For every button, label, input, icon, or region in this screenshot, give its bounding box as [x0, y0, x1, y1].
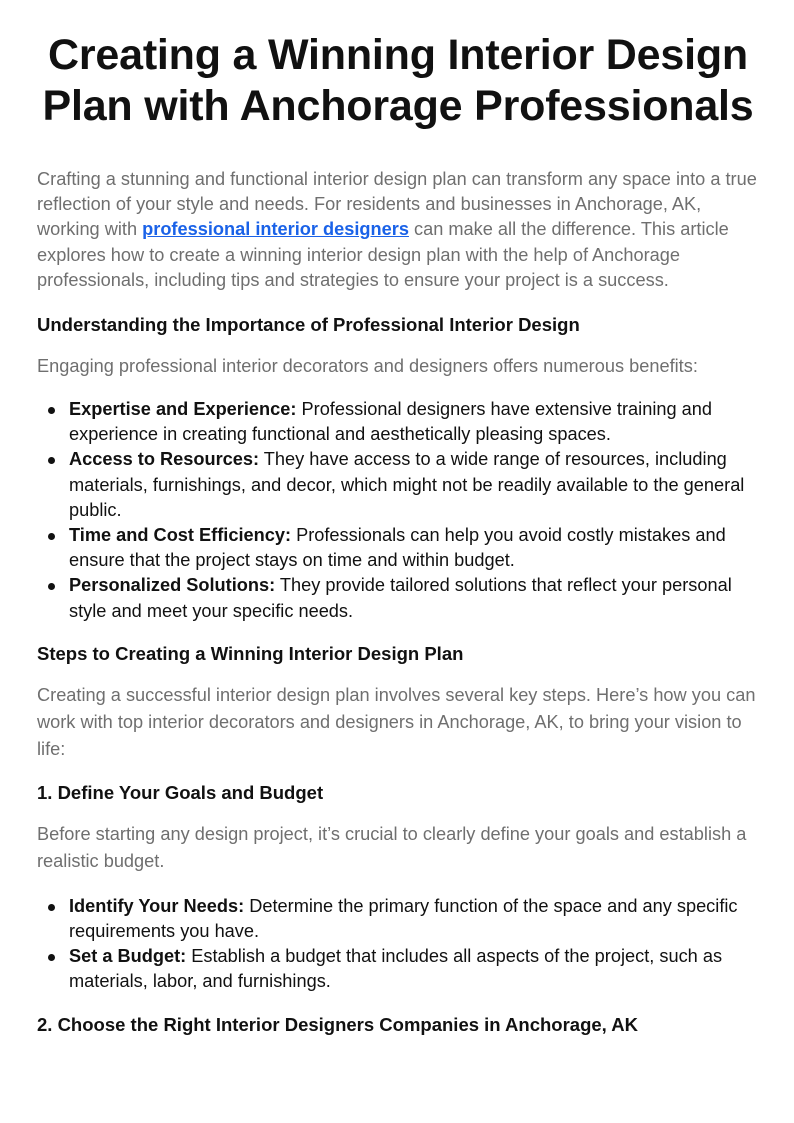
section-heading-importance: Understanding the Importance of Professional Interior Design	[37, 314, 580, 336]
step1-heading: 1. Define Your Goals and Budget	[37, 781, 324, 803]
bullet-icon	[48, 954, 55, 961]
step1-lead: Before starting any design project, it’s crucial to clearly define your goals and establish a realistic budget.	[37, 823, 747, 871]
list-item-text: They provide tailored solutions that reflect your personal style and meet your specific needs.	[69, 575, 732, 621]
list-item-label: Personalized Solutions:	[69, 575, 276, 596]
list-item-label: Expertise and Experience:	[69, 399, 297, 420]
list-item	[37, 573, 759, 623]
step2-heading: 2. Choose the Right Interior Designers Companies in Anchorage, AK	[37, 1013, 638, 1035]
list-item	[37, 894, 759, 944]
list-item-label: Set a Budget:	[69, 946, 187, 967]
list-item	[37, 523, 759, 573]
importance-lead: Engaging professional interior decorators and designers offers numerous benefits:	[37, 356, 698, 377]
list-item-text: Professional designers have extensive training and experience in creating functional and aesthetically pleasing spaces.	[69, 399, 712, 445]
intro-text-after-link: can make all the difference. This article explores how to create a winning interior design plan with the help of Anchorage professionals, including tips and strategies to ensure your project is a success.	[37, 219, 729, 290]
list-item-text: Establish a budget that includes all aspects of the project, such as materials, labor, and furnishings.	[69, 946, 723, 992]
list-item-text: Professionals can help you avoid costly mistakes and ensure that the project stays on time and within budget.	[69, 525, 726, 571]
bullet-icon	[48, 904, 55, 911]
list-item	[37, 447, 759, 523]
list-item	[37, 944, 759, 994]
article	[37, 30, 759, 1037]
list-item-text: Determine the primary function of the space and any specific requirements you have.	[69, 895, 738, 942]
bullet-icon	[48, 457, 55, 464]
list-item-label: Access to Resources:	[69, 449, 260, 470]
list-item-label: Identify Your Needs:	[69, 895, 245, 916]
section-heading-steps: Steps to Creating a Winning Interior Design Plan	[37, 642, 464, 664]
bullet-icon	[48, 533, 55, 540]
intro-paragraph	[37, 167, 759, 293]
intro-text-before-link: Crafting a stunning and functional interior design plan can transform any space into a true reflection of your style and needs. For residents and businesses in Anchorage, AK, working with	[37, 169, 757, 240]
goals-list	[37, 894, 759, 995]
steps-lead: Creating a successful interior design plan involves several key steps. Here’s how you can work with top interior decorators and designers in Anchorage, AK, to bring your vision to life:	[37, 684, 756, 759]
professional-interior-designers-link[interactable]: professional interior designers	[142, 219, 409, 240]
list-item-text: They have access to a wide range of resources, including materials, furnishings, and decor, which might not be readily available to the general public.	[69, 449, 745, 520]
list-item-label: Time and Cost Efficiency:	[69, 525, 292, 546]
bullet-icon	[48, 583, 55, 590]
list-item	[37, 397, 759, 447]
bullet-icon	[48, 407, 55, 414]
page-title: Creating a Winning Interior Design Plan with Anchorage Professionals	[42, 31, 754, 130]
benefits-list	[37, 397, 759, 624]
